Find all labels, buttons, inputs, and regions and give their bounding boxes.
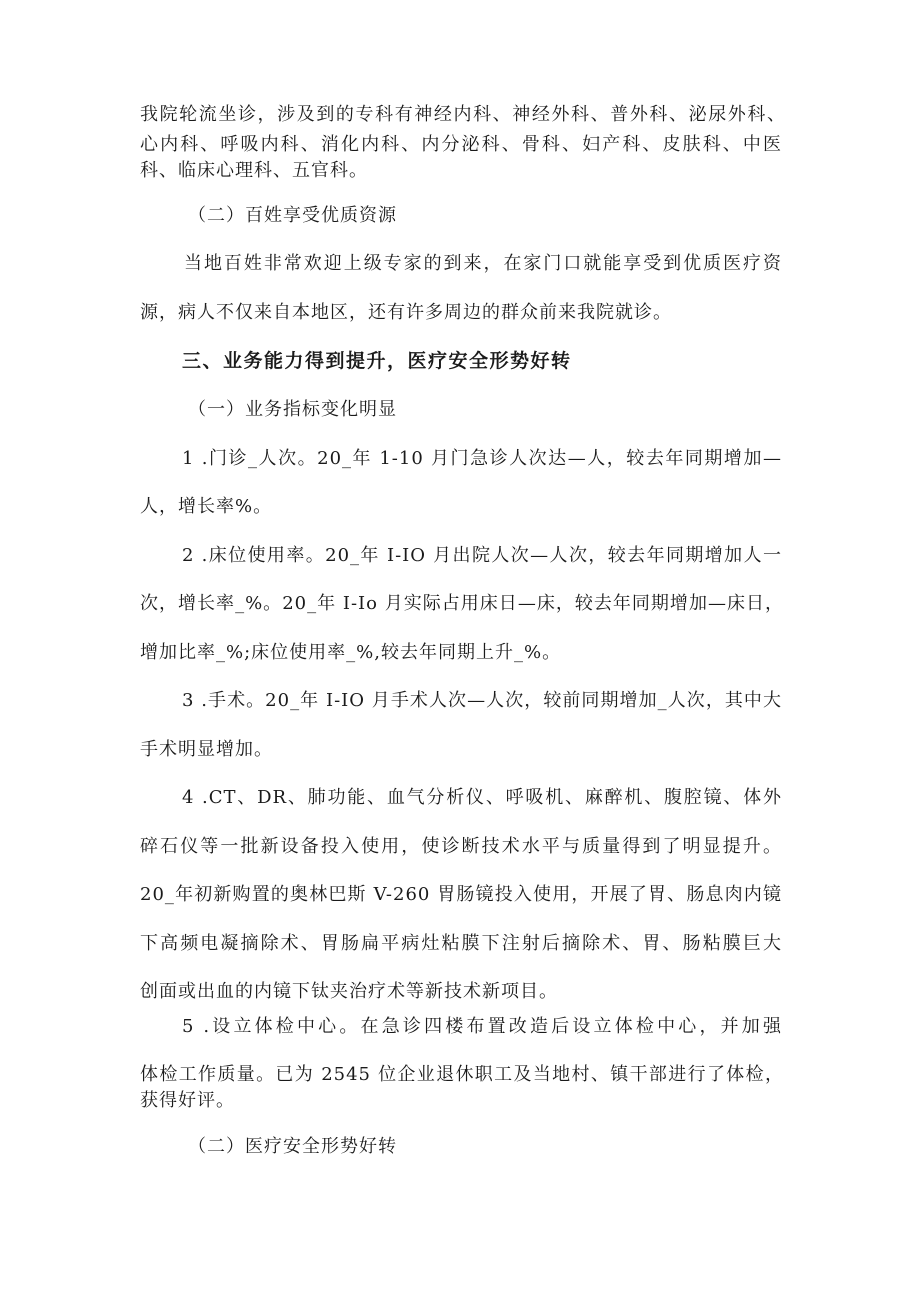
body-line-6: 源，病人不仅来自本地区，还有许多周边的群众前来我院就诊。	[140, 302, 672, 323]
body-line-3: 科、临床心理科、五官科。	[140, 160, 368, 181]
item-2-line-3: 增加比率_%;床位使用率_%,较去年同期上升_%。	[140, 642, 562, 663]
item-4-line-2: 碎石仪等一批新设备投入使用，使诊断技术水平与质量得到了明显提升。	[140, 836, 782, 857]
item-4-line-1: 4 .CT、DR、肺功能、血气分析仪、呼吸机、麻醉机、腹腔镜、体外	[182, 787, 782, 808]
section-heading-3: 三、业务能力得到提升，医疗安全形势好转	[182, 350, 572, 372]
item-1-line-2: 人，增长率%。	[140, 496, 273, 517]
item-2-line-2: 次，增长率_%。20_年 I-Io 月实际占用床日—床，较去年同期增加—床日，	[140, 593, 784, 614]
item-4-line-4: 下高频电凝摘除术、胃肠扁平病灶粘膜下注射后摘除术、胃、肠粘膜巨大	[140, 933, 782, 954]
subheading-baixing: （二）百姓享受优质资源	[188, 205, 397, 226]
subheading-yewu: （一）业务指标变化明显	[188, 399, 397, 420]
item-5-line-1: 5 .设立体检中心。在急诊四楼布置改造后设立体检中心，并加强	[182, 1016, 782, 1037]
body-line-5: 当地百姓非常欢迎上级专家的到来，在家门口就能享受到优质医疗资	[184, 253, 782, 274]
item-2-line-1: 2 .床位使用率。20_年 I-IO 月出院人次—人次，较去年同期增加人一	[182, 545, 782, 566]
item-5-line-2: 体检工作质量。已为 2545 位企业退休职工及当地村、镇干部进行了体检，	[140, 1064, 784, 1085]
item-3-line-2: 手术明显增加。	[140, 739, 273, 760]
body-line-1: 我院轮流坐诊，涉及到的专科有神经内科、神经外科、普外科、泌尿外科、	[140, 104, 786, 125]
item-3-line-1: 3 .手术。20_年 I-IO 月手术人次—人次，较前同期增加_人次，其中大	[182, 690, 782, 711]
item-4-line-3: 20_年初新购置的奥林巴斯 V-260 胃肠镜投入使用，开展了胃、肠息肉内镜	[140, 884, 782, 905]
subheading-anquan: （二）医疗安全形势好转	[188, 1136, 397, 1157]
item-4-line-5: 创面或出血的内镜下钛夹治疗术等新技术新项目。	[140, 981, 558, 1002]
body-line-2: 心内科、呼吸内科、消化内科、内分泌科、骨科、妇产科、皮肤科、中医	[140, 134, 782, 155]
item-5-line-3: 获得好评。	[140, 1090, 235, 1111]
item-1-line-1: 1 .门诊_人次。20_年 1-10 月门急诊人次达—人，较去年同期增加—	[182, 448, 782, 469]
